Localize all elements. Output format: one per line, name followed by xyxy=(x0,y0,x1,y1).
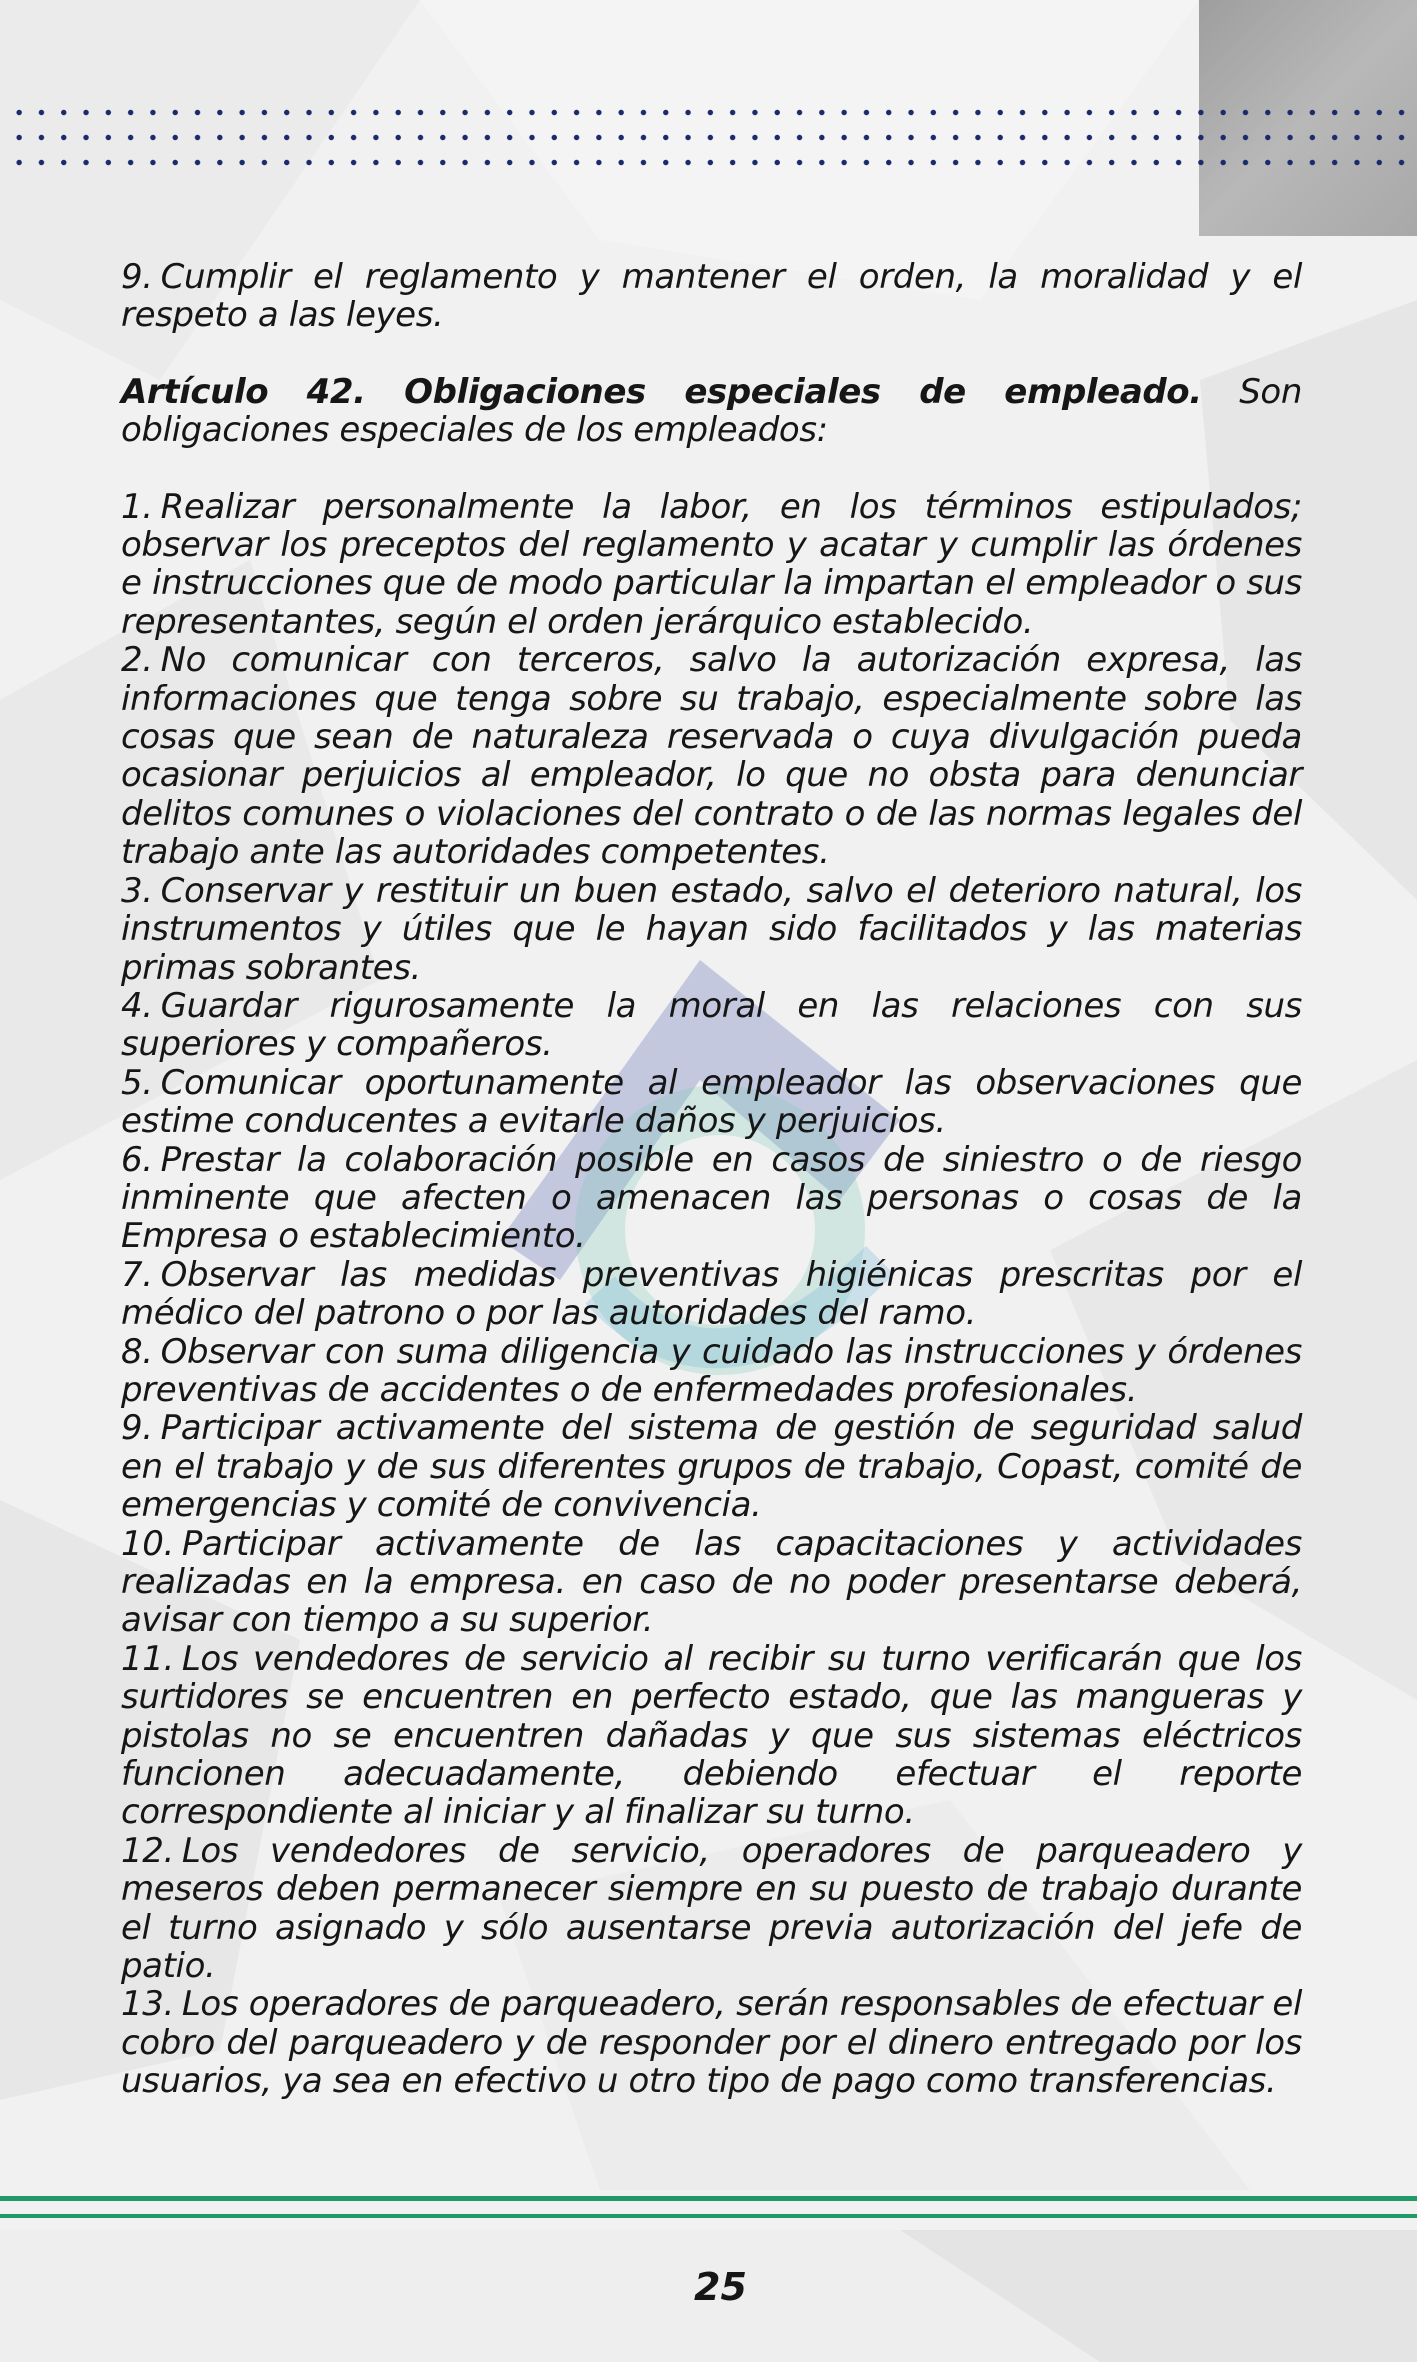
list-item xyxy=(121,1525,1302,1640)
item-number: 3. xyxy=(121,870,153,911)
item-text: Los operadores de parqueadero, serán responsables de efectuar el cobro del parqueadero y de responder por el dinero entregado por los usuarios, ya sea en efectivo u otro tipo de pago como transferencias. xyxy=(121,1984,1302,2102)
footer-rule-top xyxy=(0,2196,1417,2201)
article-paragraph xyxy=(121,373,1302,450)
list-item xyxy=(121,1985,1302,2100)
item-text: Observar con suma diligencia y cuidado las instrucciones y órdenes preventivas de accidentes o de enfermedades profesionales. xyxy=(121,1331,1302,1410)
item-text: Conservar y restituir un buen estado, salvo el deterioro natural, los instrumentos y útiles que le hayan sido facilitados y las materias primas sobrantes. xyxy=(121,870,1302,988)
item-number: 12. xyxy=(121,1830,174,1871)
list-item xyxy=(121,1333,1302,1410)
item-number: 2. xyxy=(121,640,153,681)
item-text: Participar activamente de las capacitaciones y actividades realizadas en la empresa. en caso de no poder presentarse deberá, avisar con tiempo a su superior. xyxy=(121,1523,1302,1641)
list-item xyxy=(121,258,1302,335)
item-number: 11. xyxy=(121,1638,174,1679)
item-text: Observar las medidas preventivas higiénicas prescritas por el médico del patrono o por las autoridades del ramo. xyxy=(121,1254,1302,1334)
list-item xyxy=(121,1141,1302,1256)
list-item xyxy=(121,1064,1302,1141)
list-item xyxy=(121,1256,1302,1333)
list-item xyxy=(121,641,1302,871)
item-text: Participar activamente del sistema de gestión de seguridad salud en el trabajo y de sus diferentes grupos de trabajo, Copast, comité de emergencias y comité de convivencia. xyxy=(121,1408,1302,1526)
dot-pattern-band xyxy=(0,100,1417,180)
footer-rule-bottom xyxy=(0,2214,1417,2218)
item-number: 13. xyxy=(121,1984,174,2025)
item-text: Realizar personalmente la labor, en los términos estipulados; observar los preceptos del reglamento y acatar y cumplir las órdenes e instrucciones que de modo particular la impartan el empleador o sus representantes, según el orden jerárquico establecido. xyxy=(121,486,1302,642)
list-item xyxy=(121,1409,1302,1524)
item-number: 6. xyxy=(121,1139,153,1180)
item-number: 8. xyxy=(121,1331,153,1372)
item-text: Comunicar oportunamente al empleador las observaciones que estime conducentes a evitarle daños y perjuicios. xyxy=(121,1062,1302,1142)
list-item xyxy=(121,1832,1302,1986)
item-text: Los vendedores de servicio, operadores de parqueadero y meseros deben permanecer siempre en su puesto de trabajo durante el turno asignado y sólo ausentarse previa autorización del jefe de patio. xyxy=(121,1830,1302,1987)
list-item xyxy=(121,488,1302,642)
item-text: Cumplir el reglamento y mantener el orden, la moralidad y el respeto a las leyes. xyxy=(121,257,1302,336)
item-number: 1. xyxy=(121,486,153,527)
item-text: Guardar rigurosamente la moral en las relaciones con sus superiores y compañeros. xyxy=(121,985,1302,1065)
item-number: 4. xyxy=(121,985,153,1026)
article-heading: Artículo 42. Obligaciones especiales de empleado. xyxy=(121,371,1202,412)
item-number: 7. xyxy=(121,1254,153,1295)
item-number: 10. xyxy=(121,1523,174,1564)
list-item xyxy=(121,987,1302,1064)
list-item xyxy=(121,1640,1302,1832)
item-number: 9. xyxy=(121,257,153,297)
obligations-list xyxy=(121,488,1302,2101)
list-item xyxy=(121,872,1302,987)
article-intro: Son obligaciones especiales de los empleados: xyxy=(121,371,1302,451)
item-text: No comunicar con terceros, salvo la autorización expresa, las informaciones que tenga sobre su trabajo, especialmente sobre las cosas que sean de naturaleza reservada o cuya divulgación pueda ocasionar perjuicios al empleador, lo que no obsta para denunciar delitos comunes o violaciones del contrato o de las normas legales del trabajo ante las autoridades competentes. xyxy=(121,640,1302,873)
item-text: Prestar la colaboración posible en casos de siniestro o de riesgo inminente que afecten o amenacen las personas o cosas de la Empresa o establecimiento. xyxy=(121,1139,1302,1257)
item-text: Los vendedores de servicio al recibir su turno verificarán que los surtidores se encuentren en perfecto estado, que las mangueras y pistolas no se encuentren dañadas y que sus sistemas eléctricos funcionen adecuadamente, debiendo efectuar el reporte correspondiente al iniciar y al finalizar su turno. xyxy=(121,1638,1302,1833)
document-body xyxy=(121,258,1302,2101)
item-number: 9. xyxy=(121,1408,153,1449)
item-number: 5. xyxy=(121,1062,153,1103)
page-number: 25 xyxy=(694,2265,747,2309)
